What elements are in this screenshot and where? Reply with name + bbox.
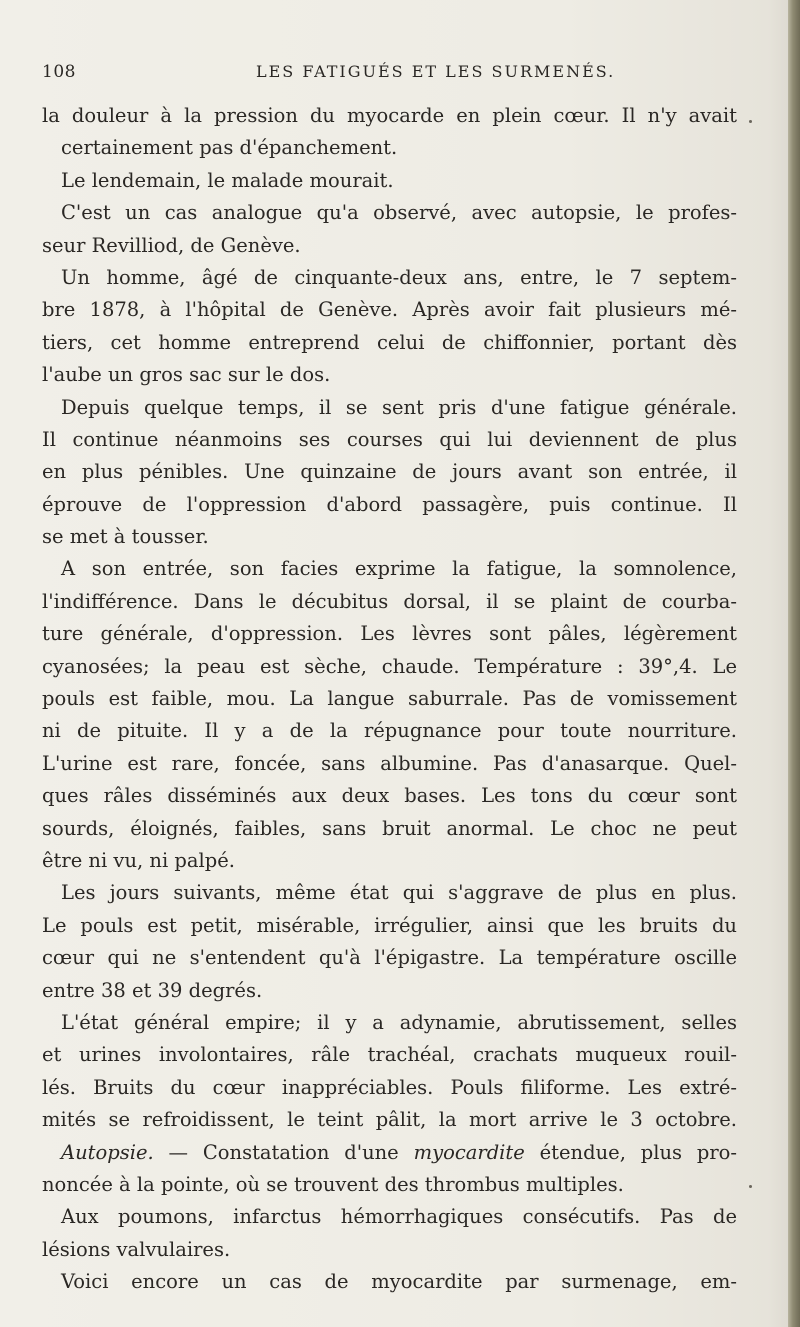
text-line: se met à tousser. (42, 525, 209, 549)
text-line: ques râles disséminés aux deux bases. Les tons du cœur sont (42, 784, 737, 808)
text-line: éprouve de l'oppression d'abord passagère, puis continue. Il (42, 492, 737, 516)
text-line: Il continue néanmoins ses courses qui lui deviennent de plus (42, 427, 737, 451)
text-line: sourds, éloignés, faibles, sans bruit anormal. Le choc ne peut (42, 816, 737, 840)
body-text (42, 100, 737, 1298)
text-line: tiers, cet homme entreprend celui de chiffonnier, portant dès (42, 330, 737, 354)
text-line: ni de pituite. Il y a de la répugnance pour toute nourriture. (42, 719, 737, 743)
text-line: C'est un cas analogue qu'a observé, avec autopsie, le profes- (61, 201, 737, 225)
text-line: en plus pénibles. Une quinzaine de jours avant son entrée, il (42, 460, 737, 484)
text-line: cœur qui ne s'entendent qu'à l'épigastre. La température oscille (42, 946, 737, 970)
text-line: ture générale, d'oppression. Les lèvres sont pâles, légèrement (42, 622, 737, 646)
autopsy-line (42, 1137, 737, 1169)
text-line: entre 38 et 39 degrés. (42, 978, 263, 1002)
text-line: la douleur à la pression du myocarde en plein cœur. Il n'y avait (42, 104, 737, 127)
text-line: Le pouls est petit, misérable, irrégulier, ainsi que les bruits du (42, 913, 737, 937)
text-line: Le lendemain, le malade mourait. (61, 168, 394, 192)
text-line: Un homme, âgé de cinquante-deux ans, entre, le 7 septem- (61, 265, 737, 289)
margin-dot (749, 120, 752, 123)
autopsy-label: Autopsie. (61, 1140, 154, 1164)
text-line: A son entrée, son facies exprime la fatigue, la somnolence, (61, 557, 737, 581)
text-line: noncée à la pointe, où se trouvent des thrombus multiples. (42, 1172, 624, 1196)
text-line: lés. Bruits du cœur inappréciables. Pouls filiforme. Les extré- (42, 1075, 737, 1099)
text-line: être ni vu, ni palpé. (42, 848, 235, 872)
text-line: l'aube un gros sac sur le dos. (42, 363, 331, 387)
text-line: L'urine est rare, foncée, sans albumine. Pas d'anasarque. Quel- (42, 751, 737, 775)
text-line: Les jours suivants, même état qui s'aggrave de plus en plus. (61, 881, 737, 905)
autopsy-text-continued: étendue, plus pro- (524, 1140, 737, 1164)
text-line: cyanosées; la peau est sèche, chaude. Température : 39°,4. Le (42, 654, 737, 678)
text-line: mités se refroidissent, le teint pâlit, la mort arrive le 3 octobre. (42, 1108, 737, 1132)
page-edge-shadow (788, 0, 800, 1327)
text-line: seur Revilliod, de Genève. (42, 233, 301, 257)
text-line: pouls est faible, mou. La langue saburrale. Pas de vomissement (42, 687, 737, 711)
text-line: l'indifférence. Dans le décubitus dorsal, il se plaint de courba- (42, 589, 737, 613)
text-line: et urines involontaires, râle trachéal, crachats muqueux rouil- (42, 1043, 737, 1067)
text-line: Depuis quelque temps, il se sent pris d'une fatigue générale. (61, 395, 737, 419)
autopsy-term: myocardite (413, 1140, 525, 1164)
text-line: lésions valvulaires. (42, 1237, 231, 1261)
text-line: Aux poumons, infarctus hémorrhagiques consécutifs. Pas de (61, 1205, 737, 1229)
margin-dot (749, 1185, 752, 1188)
text-line: L'état général empire; il y a adynamie, abrutissement, selles (61, 1010, 737, 1034)
running-title: LES FATIGUÉS ET LES SURMENÉS. (256, 62, 616, 81)
text-line: bre 1878, à l'hôpital de Genève. Après avoir fait plusieurs mé- (42, 298, 737, 322)
autopsy-text: — Constatation d'une (153, 1140, 414, 1164)
page-number: 108 (42, 62, 76, 82)
text-line: Voici encore un cas de myocardite par surmenage, em- (61, 1270, 737, 1294)
text-line: certainement pas d'épanchement. (61, 136, 398, 160)
page-header (42, 62, 742, 92)
